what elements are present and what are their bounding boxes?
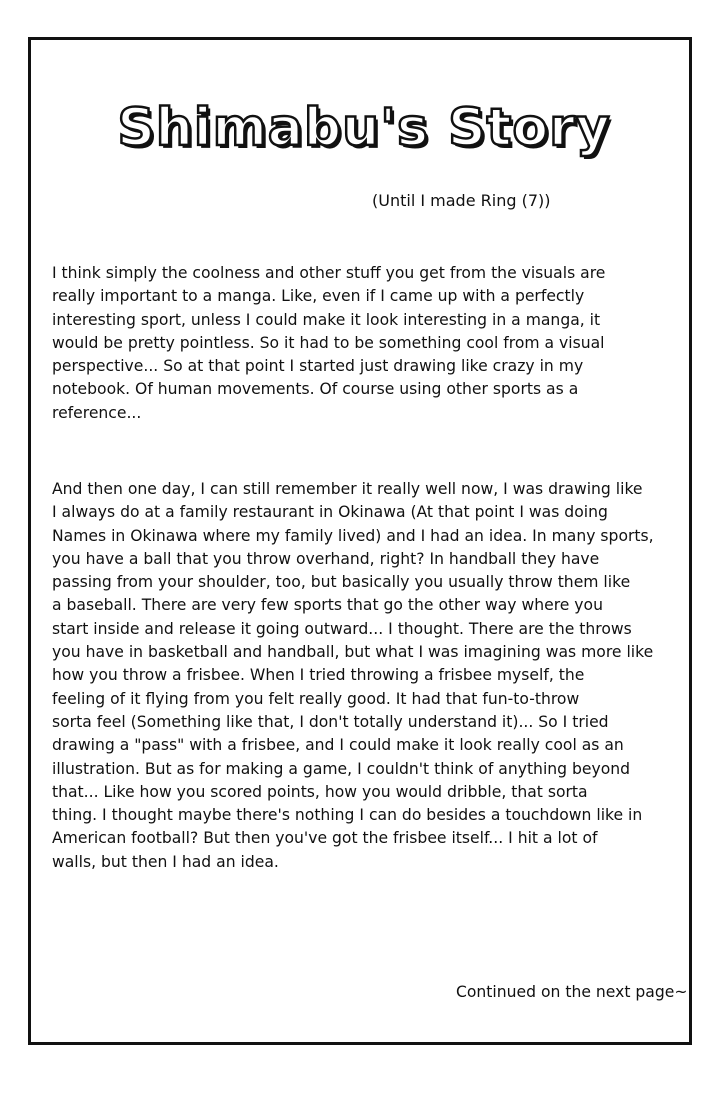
page-subtitle: (Until I made Ring (7)) <box>372 191 551 210</box>
page-title: Shimabu's Story <box>117 98 611 158</box>
paragraph-1: I think simply the coolness and other stuff you get from the visuals are really important to a manga. Like, even if I came up with a perfectly interesting sport, unless I could make it look interesting in a manga, it would be pretty pointless. So it had to be something cool from a visual perspective... So at that point I started just drawing like crazy in my notebook. Of human movements. Of course using other sports as a reference... <box>52 264 606 422</box>
continued-note: Continued on the next page~ <box>456 983 688 1001</box>
story-body <box>52 262 692 871</box>
paragraph-2: And then one day, I can still remember it really well now, I was drawing like I always do at a family restaurant in Okinawa (At that point I was doing Names in Okinawa where my family lived) and I had an idea. In many sports, you have a ball that you throw overhand, right? In handball they have passing from your shoulder, too, but basically you usually throw them like a baseball. There are very few sports that go the other way where you start inside and release it going outward... I thought. There are the throws you have in basketball and handball, but what I was imagining was more like how you throw a frisbee. When I tried throwing a frisbee myself, the feeling of it flying from you felt really good. It had that fun-to-throw sorta feel (Something like that, I don't totally understand it)... So I tried drawing a "pass" with a frisbee, and I could make it look really cool as an illustration. But as for making a game, I couldn't think of anything beyond that... Like how you scored points, how you would dribble, that sorta thing. I thought maybe there's nothing I can do besides a touchdown like in American football? But then you've got the frisbee itself... I hit a lot of walls, but then I had an idea. <box>52 480 654 871</box>
